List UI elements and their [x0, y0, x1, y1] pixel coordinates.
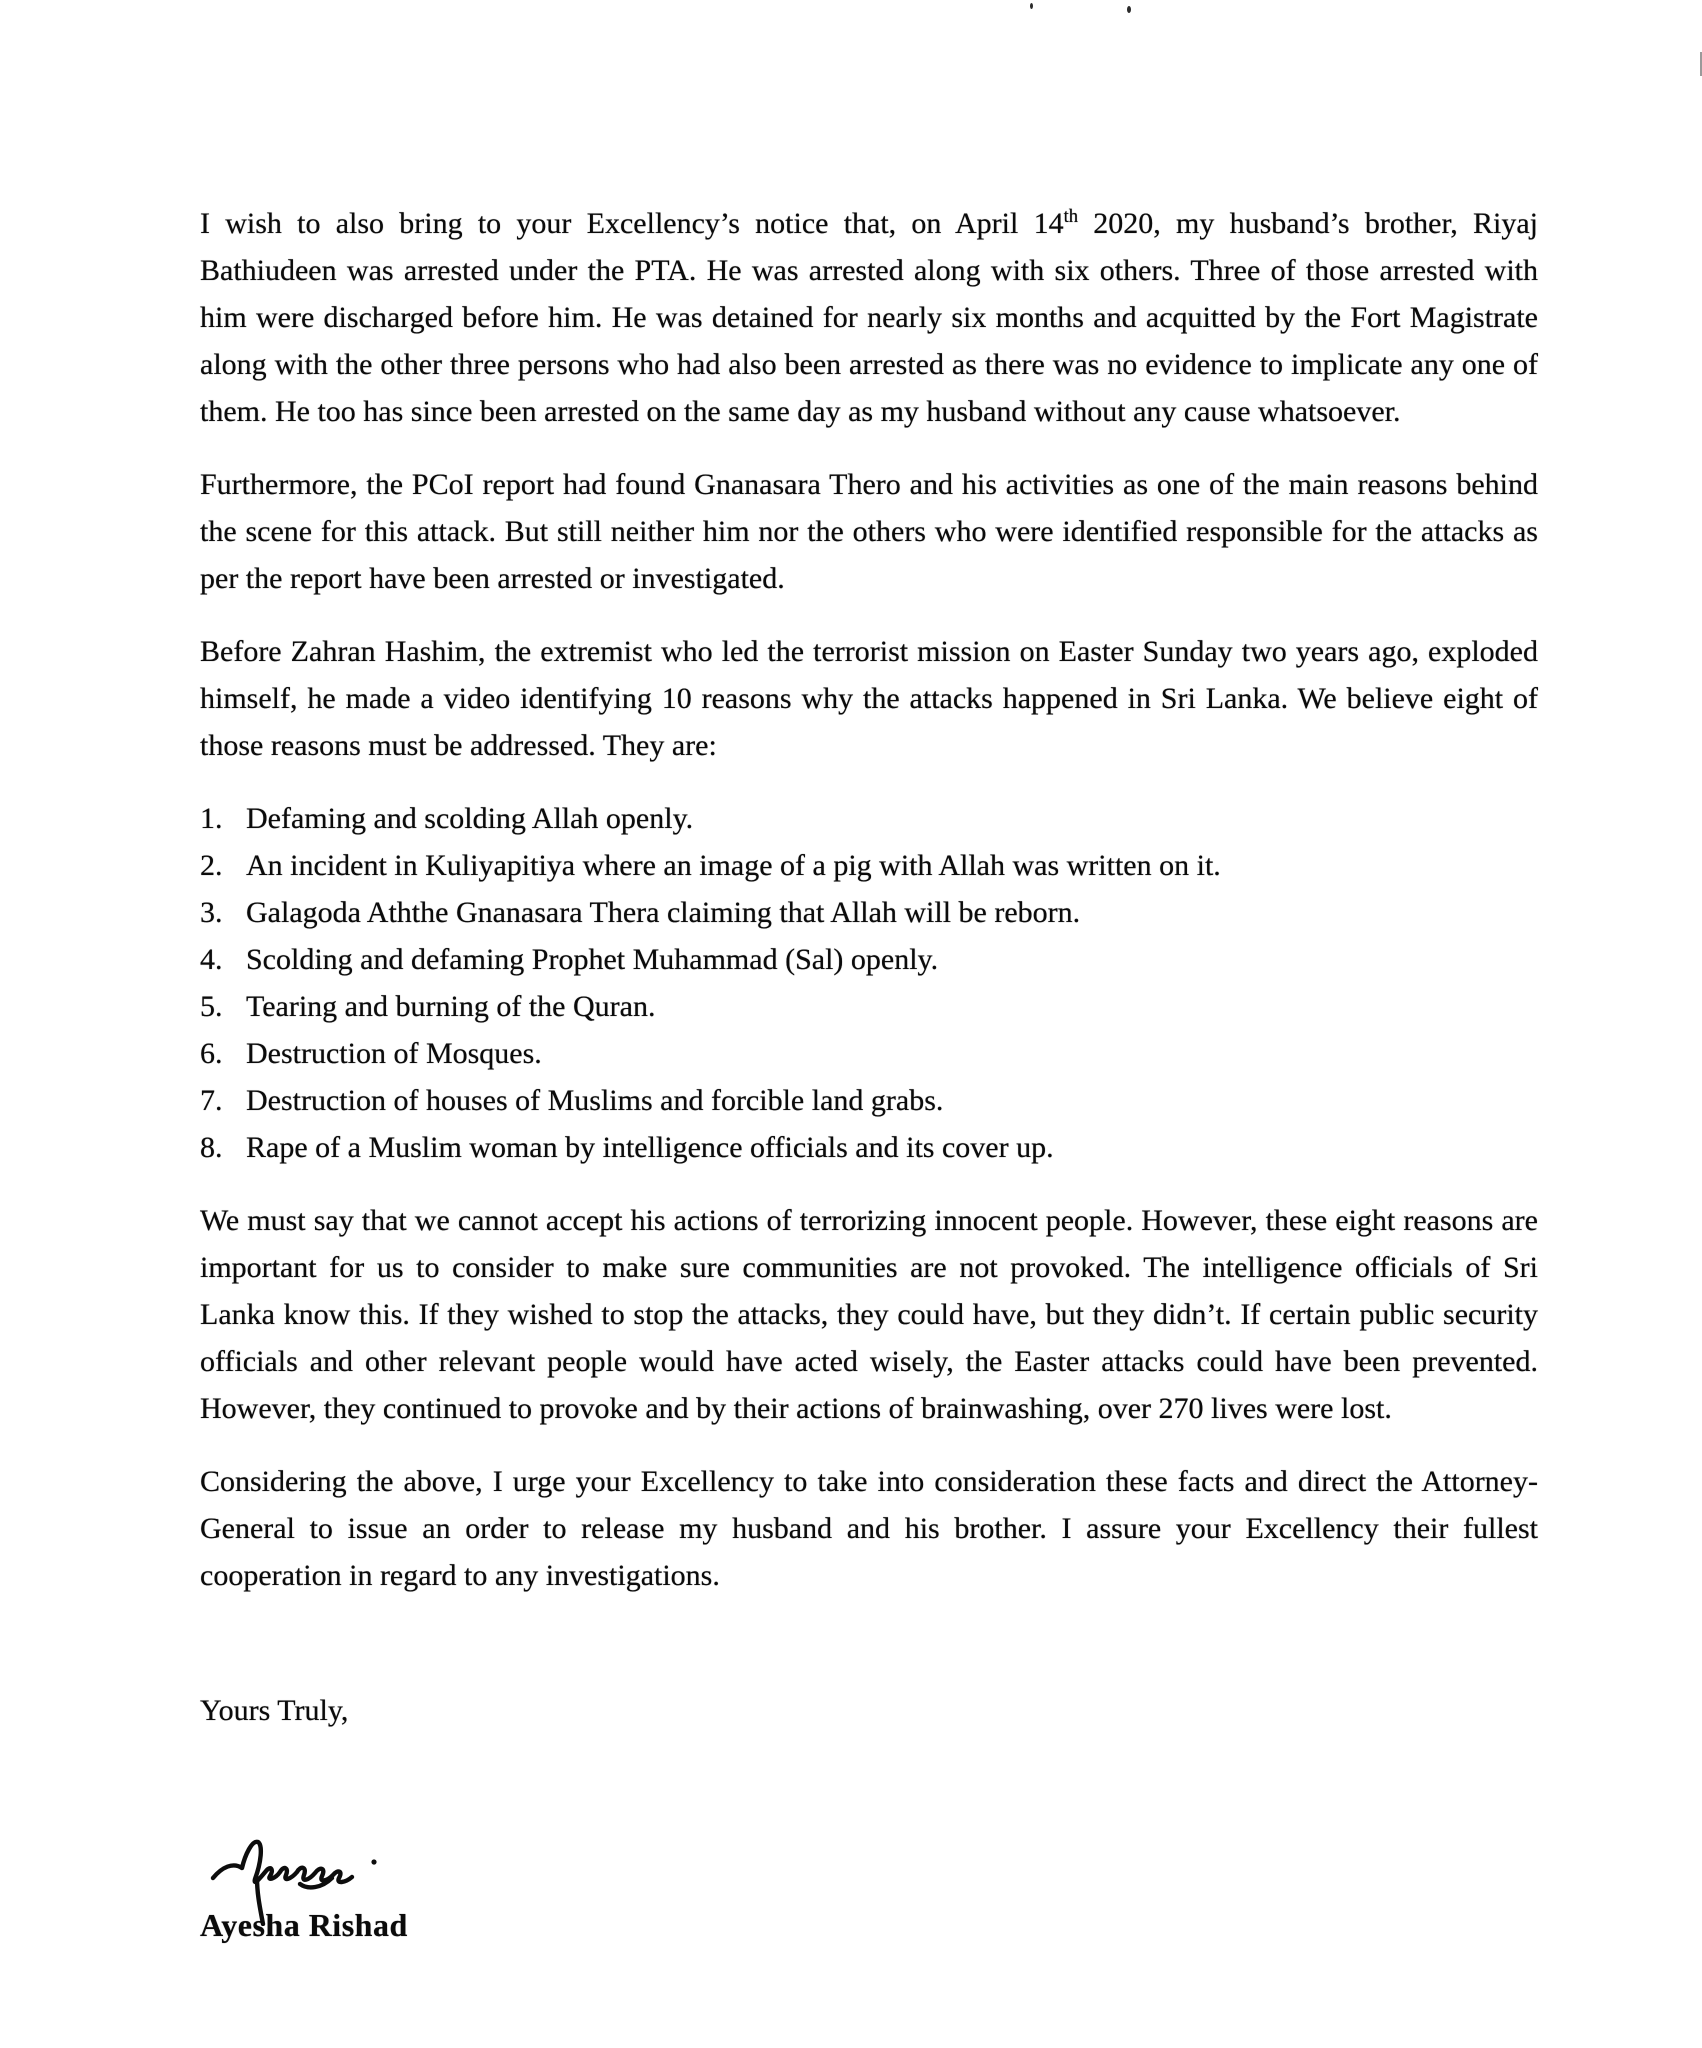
reason-number: 6. — [200, 1037, 223, 1070]
reason-text: Galagoda Aththe Gnanasara Thera claiming that Allah will be reborn. — [246, 896, 1081, 929]
reason-number: 4. — [200, 943, 223, 976]
paragraph-brother-arrest-text: I wish to also bring to your Excellency’s notice that, on April 14 — [200, 207, 1064, 240]
reason-text: Destruction of houses of Muslims and forcible land grabs. — [246, 1084, 944, 1117]
reason-item — [200, 795, 1538, 842]
paragraph-response-to-reasons: We must say that we cannot accept his actions of terrorizing innocent people. However, these eight reasons are important for us to consider to make sure communities are not provoked. The intelligence officials of Sri Lanka know this. If they wished to stop the attacks, they could have, but they didn’t. If certain public security officials and other relevant people would have acted wisely, the Easter attacks could have been prevented. However, they continued to provoke and by their actions of brainwashing, over 270 lives were lost. — [200, 1204, 1538, 1425]
paragraph-appeal-for-release: Considering the above, I urge your Excellency to take into consideration these facts and direct the Attorney-General to issue an order to release my husband and his brother. I assure your Excellency their fullest cooperation in regard to any investigations. — [200, 1465, 1538, 1592]
reason-item — [200, 936, 1538, 983]
reason-item — [200, 1077, 1538, 1124]
reason-text: Defaming and scolding Allah openly. — [246, 802, 694, 835]
reason-number: 3. — [200, 896, 223, 929]
reason-text: Destruction of Mosques. — [246, 1037, 542, 1070]
reason-number: 2. — [200, 849, 223, 882]
date-ordinal-superscript: th — [1063, 206, 1079, 227]
reasons-list — [200, 795, 1538, 1171]
paragraph-brother-arrest — [200, 200, 1538, 435]
signatory-name: Ayesha Rishad — [200, 1907, 408, 1943]
reason-item — [200, 983, 1538, 1030]
reason-number: 7. — [200, 1084, 223, 1117]
reason-item — [200, 842, 1538, 889]
reason-item — [200, 1030, 1538, 1077]
signature-block — [200, 1834, 1538, 1949]
reason-text: Scolding and defaming Prophet Muhammad (Sal) openly. — [246, 943, 939, 976]
reason-number: 5. — [200, 990, 223, 1023]
reason-text: An incident in Kuliyapitiya where an image of a pig with Allah was written on it. — [246, 849, 1221, 882]
reason-number: 1. — [200, 802, 223, 835]
paragraph-zahran-video: Before Zahran Hashim, the extremist who led the terrorist mission on Easter Sunday two years ago, exploded himself, he made a video identifying 10 reasons why the attacks happened in Sri Lanka. We believe eight of those reasons must be addressed. They are: — [200, 635, 1538, 762]
paragraph-pcoi-report: Furthermore, the PCoI report had found Gnanasara Thero and his activities as one of the main reasons behind the scene for this attack. But still neither him nor the others who were identified responsible for the attacks as per the report have been arrested or investigated. — [200, 468, 1538, 595]
letter-body — [200, 0, 1538, 1949]
closing-yours-truly: Yours Truly, — [200, 1694, 349, 1727]
paragraph-brother-arrest-text: 2020, my husband’s brother, Riyaj Bathiudeen was arrested under the PTA. He was arrested along with six others. Three of those arrested with him were discharged before him. He was detained for nearly six months and acquitted by the Fort Magistrate along with the other three persons who had also been arrested as there was no evidence to implicate any one of them. He too has since been arrested on the same day as my husband without any cause whatsoever. — [200, 207, 1539, 428]
reason-text: Tearing and burning of the Quran. — [246, 990, 656, 1023]
reason-item — [200, 889, 1538, 936]
reason-text: Rape of a Muslim woman by intelligence officials and its cover up. — [246, 1131, 1054, 1164]
reason-number: 8. — [200, 1131, 223, 1164]
reason-item — [200, 1124, 1538, 1171]
